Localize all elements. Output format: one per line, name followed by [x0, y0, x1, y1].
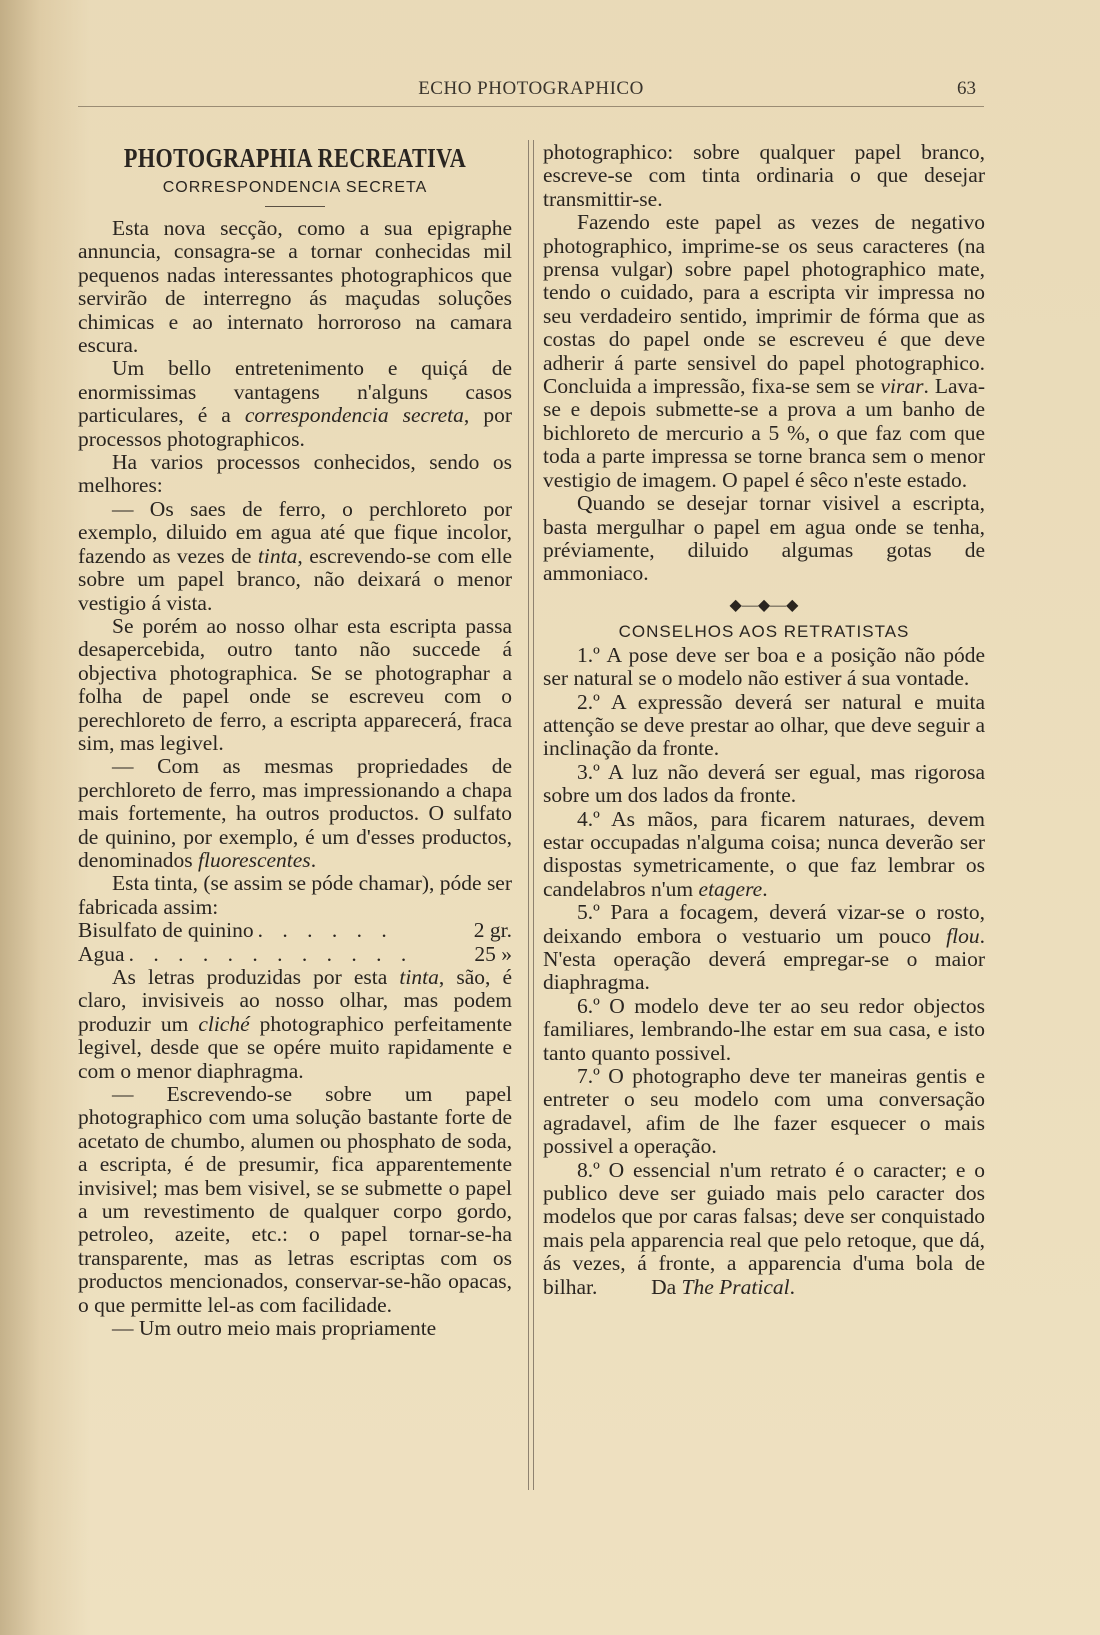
running-title: ECHO PHOTOGRAPHICO [418, 78, 644, 99]
advice-item: 4.º As mãos, para ficarem naturaes, devem estar occupadas n'alguma coisa; nunca deverão ser dispostas symetricamente, o que faz lembrar os candelabros n'um etagere. [543, 806, 985, 901]
section-title: CONSELHOS AOS RETRATISTAS [618, 621, 910, 641]
recipe-ingredient: Bisulfato de quinino [78, 918, 254, 943]
paragraph: photographico: sobre qualquer papel branco, escreve-se com tinta ordinaria o que desejar transmittir-se. [543, 140, 985, 211]
article-subtitle: CORRESPONDENCIA SECRETA [162, 179, 428, 196]
paragraph: Se porém ao nosso olhar esta escripta passa desapercebida, outro tanto não succede á objectiva photographica. Se se photographar a folha de papel onde se escreveu com o perechloreto de ferro, a escripta apparecerá, fraca sim, mas legivel. [78, 613, 512, 755]
page-number: 63 [957, 78, 976, 99]
paragraph: Um bello entretenimento e quiçá de enormissimas vantagens n'alguns casos particulares, é a correspondencia secreta, por processos photographicos. [78, 356, 512, 451]
recipe-leader: . . . . . . [257, 919, 394, 943]
advice-item: 3.º A luz não deverá ser egual, mas rigorosa sobre um dos lados da fronte. [543, 759, 985, 808]
paragraph: Esta nova secção, como a sua epigraphe annuncia, consagra-se a tornar conhecidas mil pequenos nadas interessantes photographicos que servirão de interregno ás maçudas soluções chimicas e ao internato horroroso na camara escura. [78, 216, 512, 358]
recipe-line [78, 919, 512, 942]
column-divider [528, 140, 534, 1490]
paragraph: As letras produzidas por esta tinta, são, é claro, invisiveis ao nosso olhar, mas podem produzir um cliché photographico perfeitamente legivel, desde que se opére muito rapidamente e com o menor diaphragma. [78, 965, 513, 1083]
recipe-leader: . . . . . . . . . . . . [128, 942, 414, 966]
recipe-quantity: 25 » [474, 941, 512, 966]
left-column [78, 140, 512, 1341]
paragraph: — Com as mesmas propriedades de perchloreto de ferro, mas impressionando a chapa mais fortemente, ha outros productos. O sulfato de quinino, por exemplo, é um d'esses productos, denominados fluorescentes. [78, 754, 512, 872]
title-rule [265, 206, 325, 207]
paragraph: Fazendo este papel as vezes de negativo photographico, imprime-se os seus caracteres (na prensa vulgar) sobre papel photographico mate, tendo o cuidado, para a escripta vir impressa no seu verdadeiro sentido, imprimir de fórma que as costas do papel onde se escreveu é que deve adherir á parte sensivel do papel photographico. Concluida a impressão, fixa-se sem se virar. Lava-se e depois submette-se a prova a um banho de bichloreto de mercurio a 5 %, o que faz com que toda a parte impressa se torne branca sem o menor vestigio de imagem. O papel é sêco n'este estado. [543, 210, 985, 492]
advice-item: 5.º Para a focagem, deverá vizar-se o rosto, deixando embora o vestuario um pouco flou. N'esta operação deverá empregar-se o maior diaphragma. [543, 900, 985, 995]
paragraph: — Um outro meio mais propriamente [112, 1316, 437, 1341]
recipe-line [78, 943, 512, 966]
ornament-divider: ◆—◆—◆ [729, 596, 799, 614]
paragraph: — Os saes de ferro, o perchloreto por exemplo, diluido em agua até que fique incolor, fazendo as vezes de tinta, escrevendo-se com elle sobre um papel branco, não deixará o menor vestigio á vista. [78, 496, 512, 615]
recipe-ingredient: Agua [78, 941, 125, 966]
recipe-quantity: 2 gr. [473, 918, 512, 943]
paragraph: Ha varios processos conhecidos, sendo os melhores: [78, 450, 512, 498]
advice-item: 1.º A pose deve ser boa e a posição não póde ser natural se o modelo não estiver á sua vontade. [543, 642, 985, 691]
page-header [78, 76, 984, 107]
advice-item: 6.º O modelo deve ter ao seu redor objectos familiares, lembrando-lhe estar em sua casa, e isto tanto quanto possivel. [543, 993, 985, 1065]
article-title: PHOTOGRAPHIA RECREATIVA [123, 143, 467, 173]
advice-item: 8.º O essencial n'um retrato é o caracter; e o publico deve ser guiado mais pelo caracter dos modelos que por caras falsas; deve ser conquistado mais pela apparencia real que pelo retoque, que dá, ás vezes, á fronte, a apparencia d'uma bola de bilhar. Da The Pratical. [543, 1157, 985, 1299]
source-credit: Da The Pratical. [651, 1274, 796, 1299]
paragraph: — Escrevendo-se sobre um papel photographico com uma solução bastante forte de acetato de chumbo, alumen ou phosphato de soda, a escripta, é de presumir, fica apparentemente invisivel; mas bem visivel, se se submette o papel a um revestimento de qualquer corpo gordo, petroleo, azeite, etc.: o papel tornar-se-ha transparente, mas as letras escriptas com os productos mencionados, conservar-se-hão opacas, o que permitte lel-as com facilidade. [78, 1082, 512, 1317]
advice-item: 2.º A expressão deverá ser natural e muita attenção se deve prestar ao olhar, que deve seguir a inclinação da fronte. [543, 689, 985, 761]
advice-item: 7.º O photographo deve ter maneiras gentis e entreter o seu modelo com uma conversação agradavel, afim de lhe fazer esquecer o mais possivel a operação. [543, 1064, 985, 1159]
paragraph: Quando se desejar tornar visivel a escripta, basta mergulhar o papel em agua onde se tenha, préviamente, diluido algumas gotas de ammoniaco. [543, 491, 985, 586]
right-column [543, 141, 985, 1299]
paragraph: Esta tinta, (se assim se póde chamar), póde ser fabricada assim: [78, 871, 513, 919]
